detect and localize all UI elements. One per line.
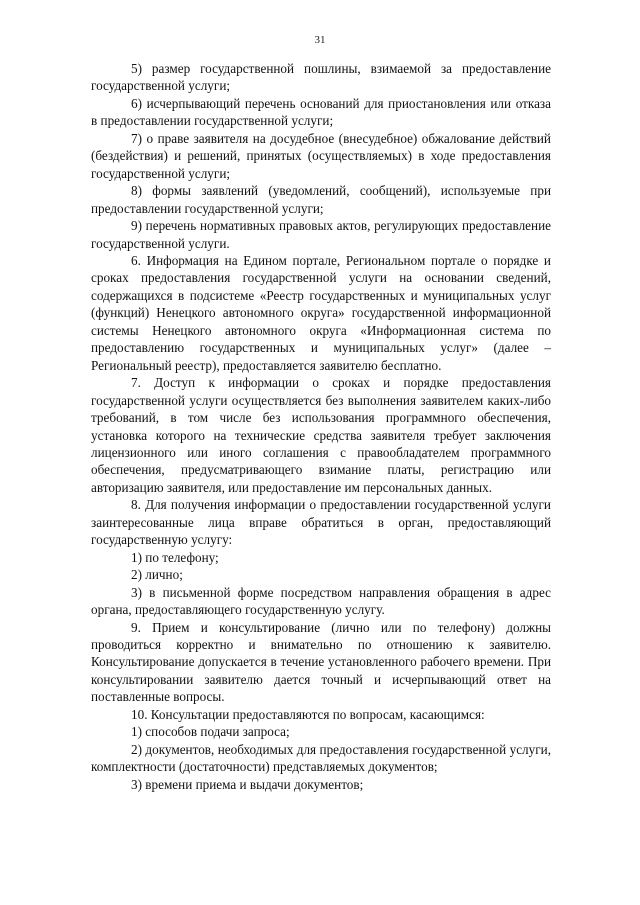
document-body: [91, 60, 551, 793]
paragraph: 6) исчерпывающий перечень оснований для приостановления или отказа в предоставлении государственной услуги;: [91, 95, 551, 129]
paragraph: 5) размер государственной пошлины, взимаемой за предоставление государственной услуги;: [91, 61, 551, 94]
paragraph: 6. Информация на Едином портале, Региональном портале о порядке и сроках предоставления государственной услуги на основании сведений, содержащихся в подсистеме «Реестр государственных и муниципальных услуг (функций) Ненецкого автономного округа» государственной информационной системы Ненецкого автономного округа «Информационная система по предоставлению государственных и муниципальных услуг» (далее – Региональный реестр), предоставляется заявителю бесплатно.: [91, 252, 551, 373]
paragraph: 3) времени приема и выдачи документов;: [131, 776, 364, 792]
paragraph: 7. Доступ к информации о сроках и порядке предоставления государственной услуги осуществляется без выполнения заявителем каких-либо требований, в том числе без использования программного обеспечения, установка которого на технические средства заявителя требует заключения лицензионного или иного соглашения с правообладателем программного обеспечения, предусматривающего взимание платы, регистрацию или авторизацию заявителя, или предоставление им персональных данных.: [91, 375, 551, 495]
paragraph: 2) документов, необходимых для предоставления государственной услуги, комплектности (достаточности) представляемых документов;: [91, 741, 551, 775]
paragraph: 1) по телефону;: [131, 549, 219, 565]
paragraph: 9) перечень нормативных правовых актов, регулирующих предоставление государственной услуги.: [91, 218, 551, 251]
paragraph: 8) формы заявлений (уведомлений, сообщений), используемые при предоставлении государственной услуги;: [91, 183, 551, 216]
paragraph: 3) в письменной форме посредством направления обращения в адрес органа, предоставляющего государственную услугу.: [91, 584, 551, 618]
paragraph: 10. Консультации предоставляются по вопросам, касающимся:: [131, 706, 485, 722]
paragraph: 8. Для получения информации о предоставлении государственной услуги заинтересованные лица вправе обратиться в орган, предоставляющий государственную услугу:: [91, 497, 551, 548]
paragraph: 1) способов подачи запроса;: [131, 724, 290, 740]
paragraph: 2) лично;: [131, 567, 183, 583]
page-number: 31: [314, 34, 326, 46]
paragraph: 7) о праве заявителя на досудебное (внесудебное) обжалование действий (бездействия) и решений, принятых (осуществляемых) в ходе предоставления государственной услуги;: [91, 130, 551, 181]
paragraph: 9. Прием и консультирование (лично или по телефону) должны проводиться корректно и внимательно по отношению к заявителю. Консультирование допускается в течение установленного рабочего времени. При консультировании заявителю дается точный и исчерпывающий ответ на поставленные вопросы.: [91, 619, 551, 705]
